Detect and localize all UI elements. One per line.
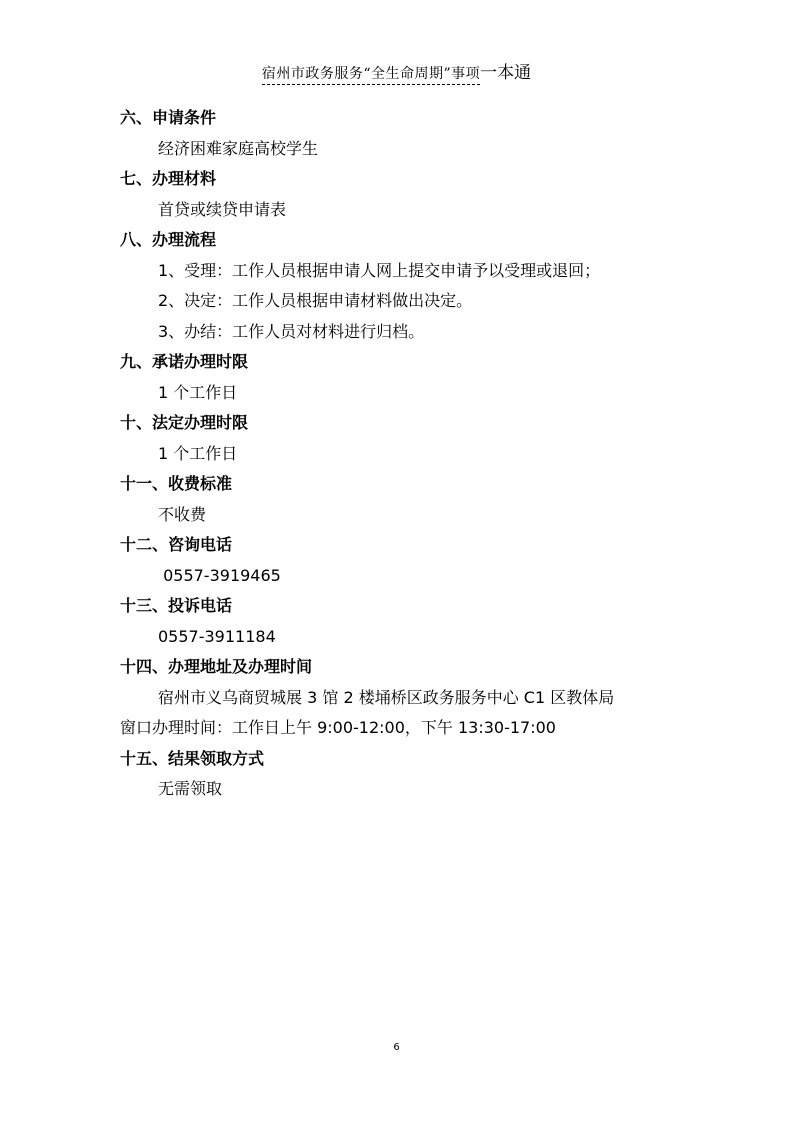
- section-heading: 十、法定办理时限: [120, 413, 249, 432]
- section-text: 不收费: [158, 504, 207, 524]
- process-step: 2、决定：工作人员根据申请材料做出决定。: [158, 291, 473, 310]
- header-title: 宿州市政务服务“全生命周期”事项: [262, 63, 480, 85]
- office-hours: 窗口办理时间：工作日上午 9:00-12:00，下午 13:30-17:00: [120, 718, 556, 737]
- section-heading: 七、办理材料: [120, 169, 217, 188]
- page-number: 6: [393, 1042, 400, 1053]
- consult-phone: 0557-3919465: [158, 565, 281, 585]
- section-heading: 八、办理流程: [120, 230, 217, 249]
- process-step: 1、受理：工作人员根据申请人网上提交申请予以受理或退回；: [158, 260, 601, 280]
- section-heading: 十四、办理地址及办理时间: [120, 657, 313, 676]
- section-heading: 十三、投诉电话: [120, 596, 233, 615]
- section-heading: 十一、收费标准: [120, 474, 233, 493]
- process-step: 3、办结：工作人员对材料进行归档。: [158, 321, 425, 341]
- section-heading: 十二、咨询电话: [120, 535, 233, 554]
- complaint-phone: 0557-3911184: [158, 626, 276, 646]
- section-text: 1 个工作日: [158, 443, 238, 463]
- section-text: 首贷或续贷申请表: [158, 199, 287, 219]
- section-text: 1 个工作日: [158, 382, 238, 402]
- header-title-tail: 一本通: [480, 63, 532, 83]
- section-heading: 十五、结果领取方式: [120, 748, 265, 768]
- section-text: 无需领取: [158, 779, 223, 798]
- section-text: 经济困难家庭高校学生: [158, 138, 319, 158]
- section-heading: 六、申请条件: [120, 108, 217, 127]
- document-body: [120, 103, 720, 805]
- section-heading: 九、承诺办理时限: [120, 352, 249, 371]
- office-address: 宿州市义乌商贸城展 3 馆 2 楼埇桥区政务服务中心 C1 区教体局: [158, 687, 615, 707]
- page-header: [0, 58, 793, 85]
